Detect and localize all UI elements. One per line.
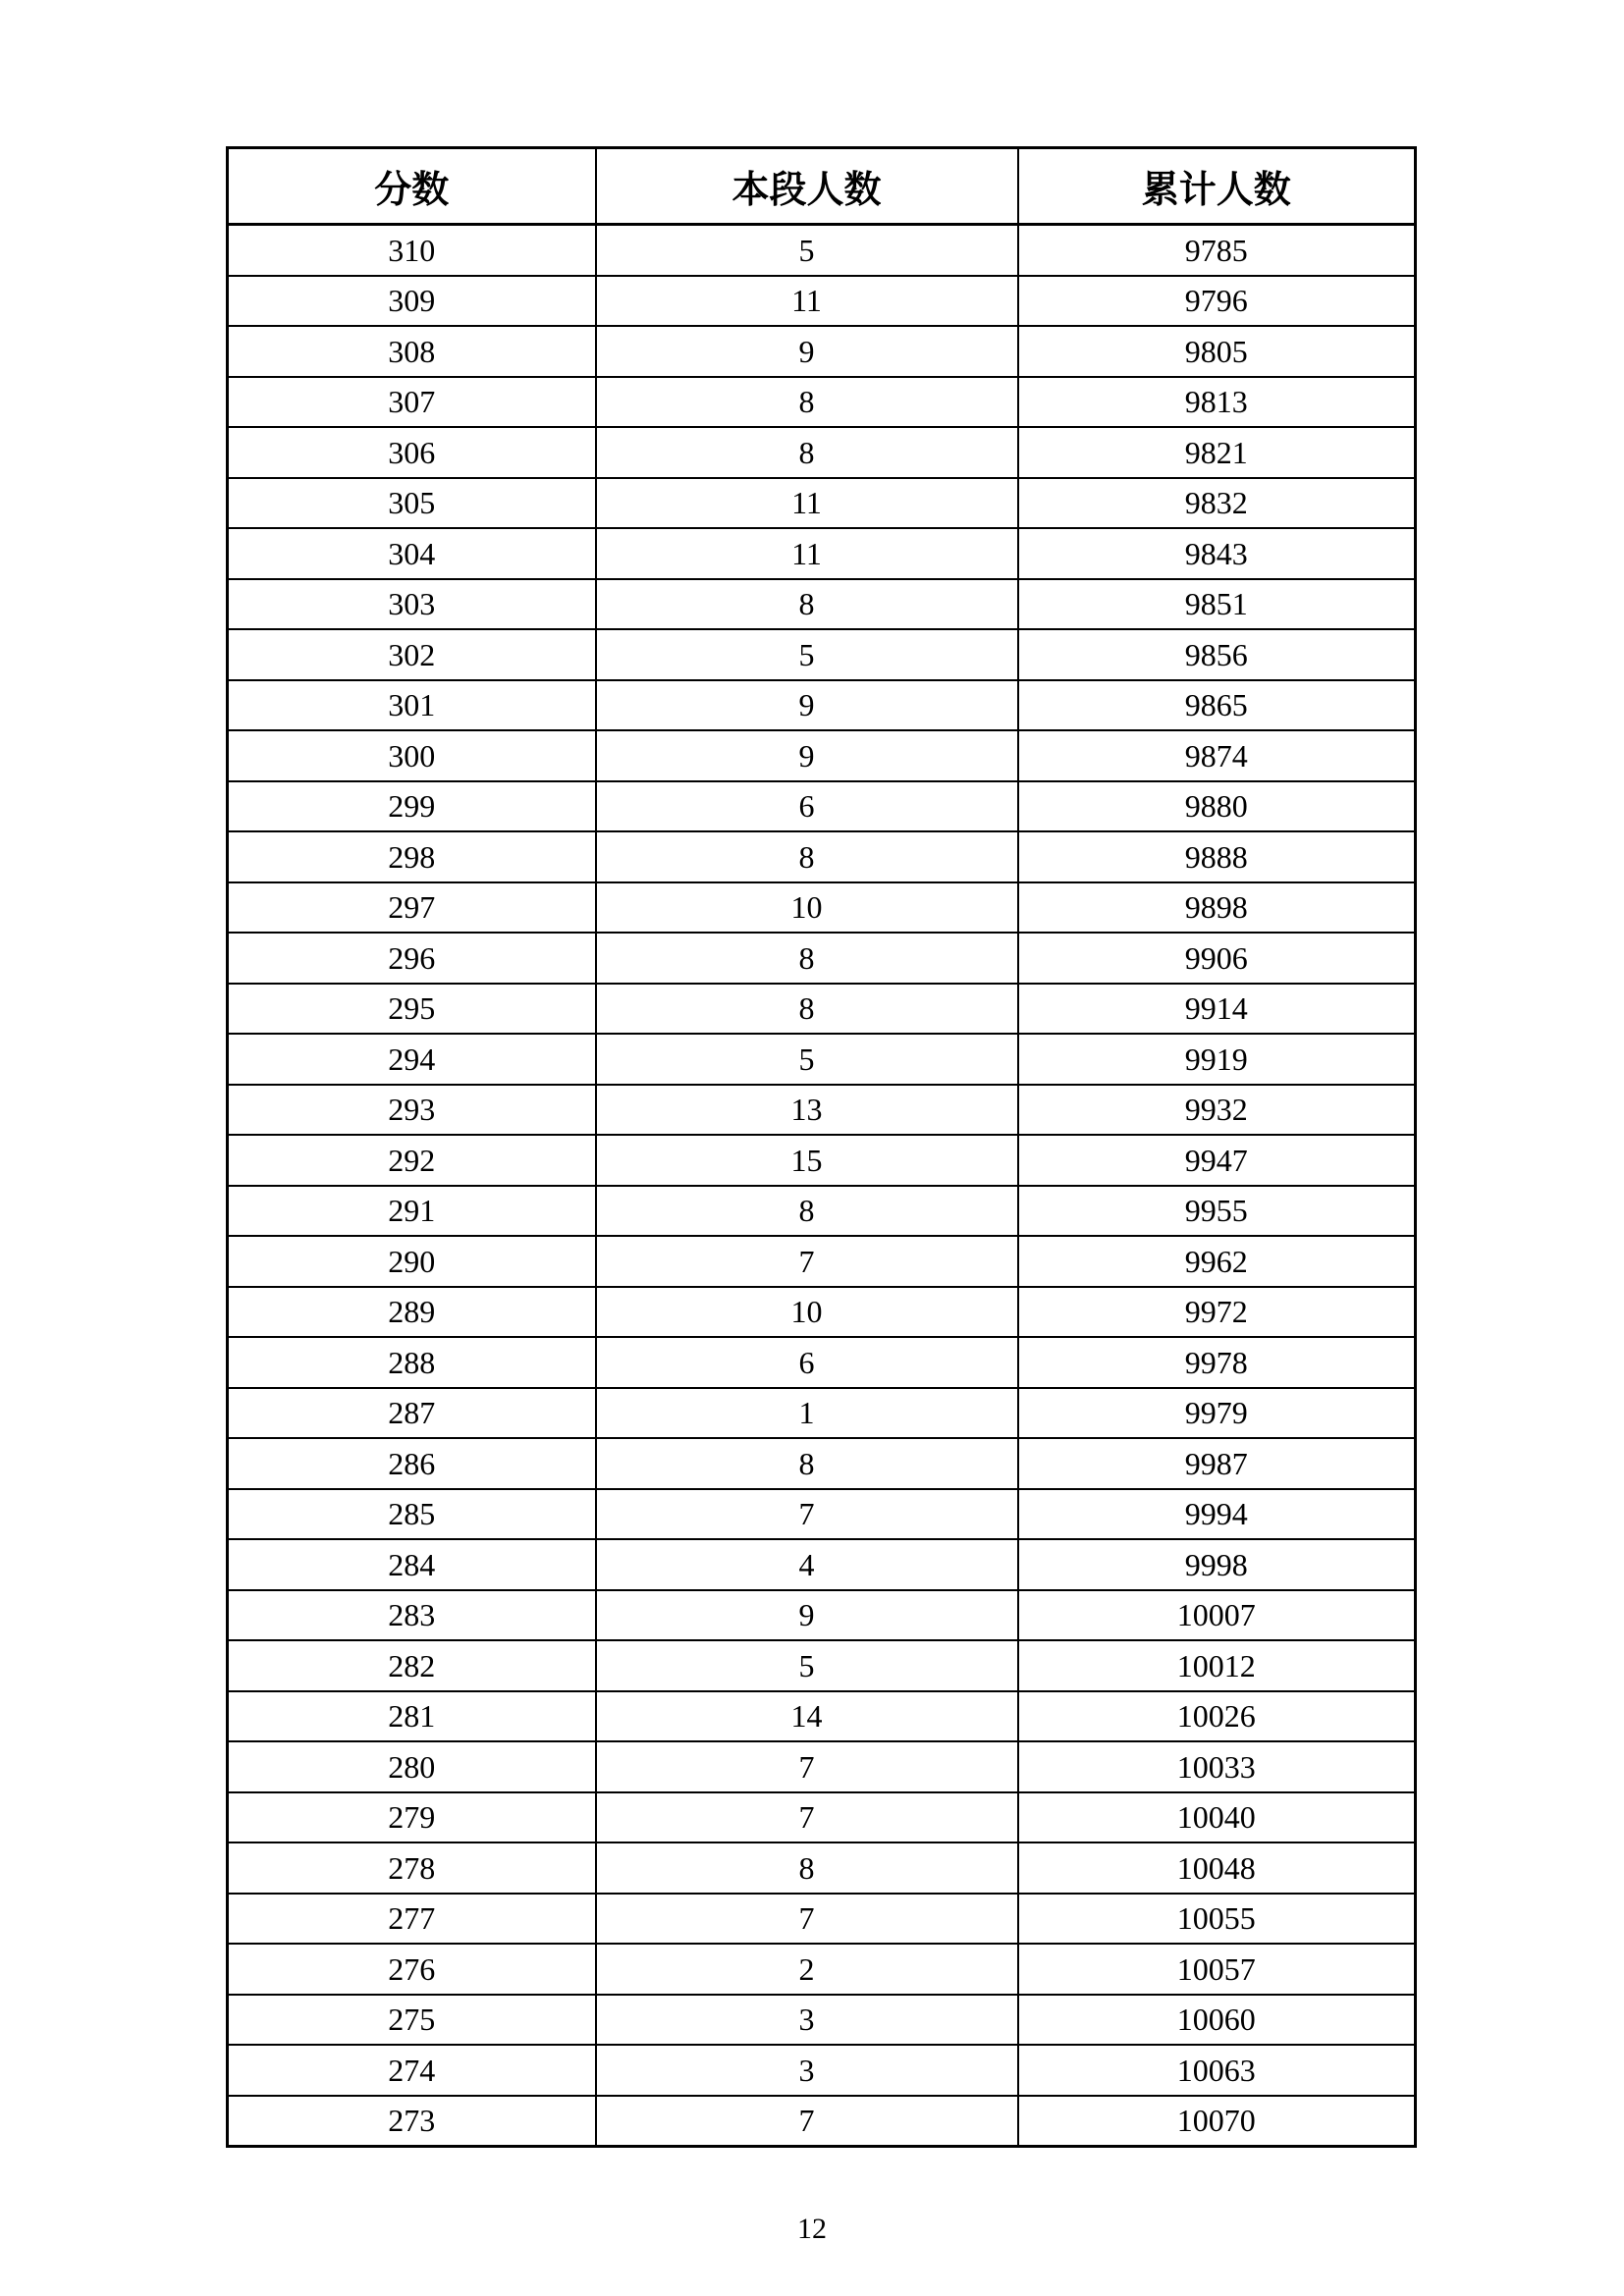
table-row <box>228 2096 1416 2147</box>
cumulative-count-cell: 10026 <box>1018 1691 1416 1742</box>
segment-count-cell: 2 <box>596 1944 1018 1995</box>
cumulative-count-cell: 9874 <box>1018 730 1416 781</box>
score-cell: 305 <box>228 478 596 529</box>
cumulative-count-cell: 9932 <box>1018 1085 1416 1136</box>
segment-count-cell: 7 <box>596 2096 1018 2147</box>
cumulative-count-cell: 9821 <box>1018 427 1416 478</box>
table-row <box>228 1186 1416 1237</box>
segment-count-cell: 6 <box>596 1337 1018 1388</box>
segment-count-cell: 8 <box>596 377 1018 428</box>
segment-count-cell: 1 <box>596 1388 1018 1439</box>
cumulative-count-cell: 9914 <box>1018 984 1416 1035</box>
cumulative-count-cell: 9832 <box>1018 478 1416 529</box>
cumulative-count-cell: 10070 <box>1018 2096 1416 2147</box>
table-row <box>228 276 1416 327</box>
cumulative-count-cell: 10033 <box>1018 1741 1416 1792</box>
segment-count-cell: 11 <box>596 528 1018 579</box>
segment-count-cell: 5 <box>596 629 1018 680</box>
score-cell: 296 <box>228 933 596 984</box>
segment-count-cell: 11 <box>596 276 1018 327</box>
score-cell: 287 <box>228 1388 596 1439</box>
score-cell: 297 <box>228 882 596 934</box>
table-row <box>228 225 1416 276</box>
segment-count-cell: 8 <box>596 1186 1018 1237</box>
score-cell: 299 <box>228 781 596 832</box>
table-row <box>228 478 1416 529</box>
score-cell: 300 <box>228 730 596 781</box>
table-row <box>228 781 1416 832</box>
score-cell: 281 <box>228 1691 596 1742</box>
segment-count-cell: 9 <box>596 1590 1018 1641</box>
score-cell: 302 <box>228 629 596 680</box>
segment-count-cell: 10 <box>596 882 1018 934</box>
cumulative-count-cell: 9998 <box>1018 1539 1416 1590</box>
table-row <box>228 629 1416 680</box>
cumulative-count-cell: 9994 <box>1018 1489 1416 1540</box>
cumulative-count-cell: 9813 <box>1018 377 1416 428</box>
segment-count-cell: 8 <box>596 1438 1018 1489</box>
segment-count-cell: 3 <box>596 1995 1018 2046</box>
score-cell: 284 <box>228 1539 596 1590</box>
table-row <box>228 1085 1416 1136</box>
cumulative-count-cell: 9865 <box>1018 680 1416 731</box>
table-body <box>228 225 1416 2147</box>
segment-count-cell: 5 <box>596 1640 1018 1691</box>
cumulative-count-cell: 10040 <box>1018 1792 1416 1843</box>
segment-count-cell: 8 <box>596 427 1018 478</box>
cumulative-count-cell: 9906 <box>1018 933 1416 984</box>
table-row <box>228 1438 1416 1489</box>
score-cell: 285 <box>228 1489 596 1540</box>
table-row <box>228 1995 1416 2046</box>
table-header-row <box>228 148 1416 225</box>
score-cell: 275 <box>228 1995 596 2046</box>
score-cell: 278 <box>228 1842 596 1894</box>
score-cell: 301 <box>228 680 596 731</box>
segment-count-cell: 14 <box>596 1691 1018 1742</box>
segment-count-cell: 8 <box>596 933 1018 984</box>
cumulative-count-cell: 9972 <box>1018 1287 1416 1338</box>
table-row <box>228 831 1416 882</box>
cumulative-count-cell: 10048 <box>1018 1842 1416 1894</box>
cumulative-count-cell: 9919 <box>1018 1034 1416 1085</box>
score-cell: 298 <box>228 831 596 882</box>
table-row <box>228 984 1416 1035</box>
cumulative-count-cell: 9898 <box>1018 882 1416 934</box>
table-row <box>228 1135 1416 1186</box>
cumulative-count-cell: 10007 <box>1018 1590 1416 1641</box>
table-row <box>228 1287 1416 1338</box>
segment-count-cell: 4 <box>596 1539 1018 1590</box>
table-row <box>228 1489 1416 1540</box>
segment-count-cell: 5 <box>596 225 1018 276</box>
score-cell: 307 <box>228 377 596 428</box>
table-row <box>228 377 1416 428</box>
cumulative-count-cell: 9947 <box>1018 1135 1416 1186</box>
segment-count-cell: 7 <box>596 1489 1018 1540</box>
score-cell: 308 <box>228 326 596 377</box>
segment-count-cell: 13 <box>596 1085 1018 1136</box>
segment-count-cell: 10 <box>596 1287 1018 1338</box>
segment-count-cell: 9 <box>596 680 1018 731</box>
score-cell: 274 <box>228 2045 596 2096</box>
score-cell: 276 <box>228 1944 596 1995</box>
table-row <box>228 1388 1416 1439</box>
score-cell: 306 <box>228 427 596 478</box>
table-row <box>228 730 1416 781</box>
table-row <box>228 1640 1416 1691</box>
segment-count-cell: 3 <box>596 2045 1018 2096</box>
segment-count-cell: 8 <box>596 579 1018 630</box>
table-row <box>228 933 1416 984</box>
cumulative-count-cell: 10063 <box>1018 2045 1416 2096</box>
score-cell: 292 <box>228 1135 596 1186</box>
score-cell: 273 <box>228 2096 596 2147</box>
score-cell: 293 <box>228 1085 596 1136</box>
cumulative-count-cell: 9796 <box>1018 276 1416 327</box>
table-row <box>228 1691 1416 1742</box>
score-cell: 277 <box>228 1894 596 1945</box>
score-cell: 290 <box>228 1236 596 1287</box>
table-row <box>228 427 1416 478</box>
cumulative-count-cell: 9805 <box>1018 326 1416 377</box>
header-score: 分数 <box>228 148 596 225</box>
table-row <box>228 1539 1416 1590</box>
page-number: 12 <box>797 2213 827 2245</box>
table-row <box>228 1337 1416 1388</box>
header-segment-count: 本段人数 <box>596 148 1018 225</box>
segment-count-cell: 7 <box>596 1741 1018 1792</box>
score-cell: 309 <box>228 276 596 327</box>
score-distribution-table <box>226 146 1417 2148</box>
segment-count-cell: 5 <box>596 1034 1018 1085</box>
table-row <box>228 1236 1416 1287</box>
segment-count-cell: 7 <box>596 1894 1018 1945</box>
score-cell: 282 <box>228 1640 596 1691</box>
table-row <box>228 2045 1416 2096</box>
cumulative-count-cell: 9856 <box>1018 629 1416 680</box>
segment-count-cell: 8 <box>596 1842 1018 1894</box>
cumulative-count-cell: 9843 <box>1018 528 1416 579</box>
cumulative-count-cell: 10057 <box>1018 1944 1416 1995</box>
segment-count-cell: 9 <box>596 326 1018 377</box>
cumulative-count-cell: 9880 <box>1018 781 1416 832</box>
table-row <box>228 1590 1416 1641</box>
score-cell: 310 <box>228 225 596 276</box>
score-cell: 304 <box>228 528 596 579</box>
score-cell: 294 <box>228 1034 596 1085</box>
segment-count-cell: 9 <box>596 730 1018 781</box>
table-row <box>228 326 1416 377</box>
cumulative-count-cell: 10060 <box>1018 1995 1416 2046</box>
score-cell: 288 <box>228 1337 596 1388</box>
score-cell: 286 <box>228 1438 596 1489</box>
table-row <box>228 1741 1416 1792</box>
score-cell: 280 <box>228 1741 596 1792</box>
table-row <box>228 680 1416 731</box>
cumulative-count-cell: 9987 <box>1018 1438 1416 1489</box>
table-row <box>228 1842 1416 1894</box>
table-row <box>228 882 1416 934</box>
segment-count-cell: 15 <box>596 1135 1018 1186</box>
table-row <box>228 1034 1416 1085</box>
segment-count-cell: 8 <box>596 831 1018 882</box>
score-cell: 291 <box>228 1186 596 1237</box>
cumulative-count-cell: 9979 <box>1018 1388 1416 1439</box>
cumulative-count-cell: 9785 <box>1018 225 1416 276</box>
cumulative-count-cell: 10012 <box>1018 1640 1416 1691</box>
segment-count-cell: 7 <box>596 1792 1018 1843</box>
segment-count-cell: 8 <box>596 984 1018 1035</box>
score-cell: 283 <box>228 1590 596 1641</box>
score-cell: 289 <box>228 1287 596 1338</box>
table-row <box>228 528 1416 579</box>
cumulative-count-cell: 10055 <box>1018 1894 1416 1945</box>
cumulative-count-cell: 9978 <box>1018 1337 1416 1388</box>
segment-count-cell: 11 <box>596 478 1018 529</box>
table-row <box>228 1894 1416 1945</box>
score-cell: 303 <box>228 579 596 630</box>
cumulative-count-cell: 9851 <box>1018 579 1416 630</box>
segment-count-cell: 7 <box>596 1236 1018 1287</box>
cumulative-count-cell: 9962 <box>1018 1236 1416 1287</box>
segment-count-cell: 6 <box>596 781 1018 832</box>
table-row <box>228 579 1416 630</box>
table-row <box>228 1792 1416 1843</box>
score-cell: 295 <box>228 984 596 1035</box>
header-cumulative-count: 累计人数 <box>1018 148 1416 225</box>
cumulative-count-cell: 9955 <box>1018 1186 1416 1237</box>
cumulative-count-cell: 9888 <box>1018 831 1416 882</box>
score-cell: 279 <box>228 1792 596 1843</box>
table-row <box>228 1944 1416 1995</box>
